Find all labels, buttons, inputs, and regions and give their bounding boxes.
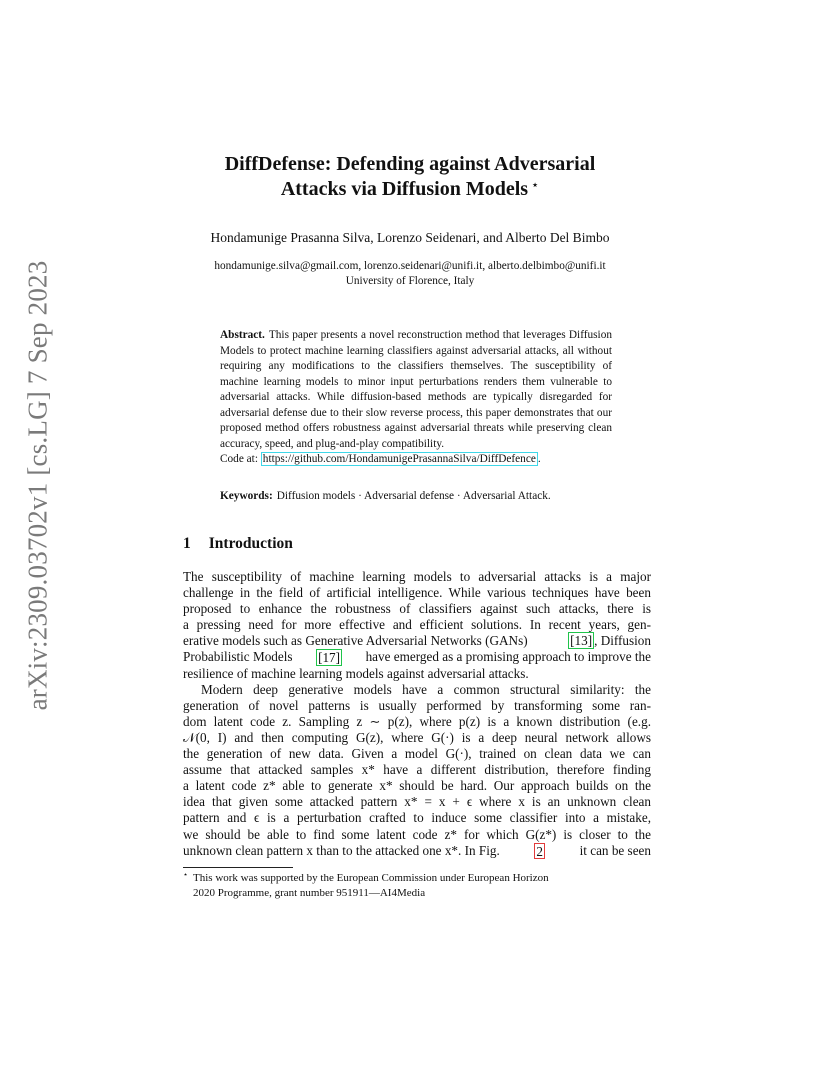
text-line: resilience of machine learning models against adversarial attacks. [183, 665, 529, 681]
text-line: a pressing need for more effective and efficient solutions. In recent years, gen- [183, 617, 651, 633]
text-segment: unknown clean pattern x than to the attacked one x*. In Fig. [183, 842, 500, 858]
abstract [220, 328, 612, 468]
text-segment: , Diffusion [594, 633, 651, 649]
text-segment: it can be seen [579, 842, 651, 858]
author-contacts [160, 259, 660, 289]
code-suffix: . [537, 453, 541, 465]
text-line [183, 633, 651, 649]
section-number: 1 [183, 535, 191, 552]
text-line: a latent code z* able to generate x* should be hard. Our approach builds on the [183, 778, 651, 794]
text-line: Modern deep generative models have a common structural similarity: the [201, 681, 651, 697]
author-list: Hondamunige Prasanna Silva, Lorenzo Seidenari, and Alberto Del Bimbo [210, 230, 610, 245]
title-line-2: Attacks via Diffusion Models [280, 178, 529, 200]
body-text [183, 569, 651, 859]
arxiv-stamp-text: arXiv:2309.03702v1 [cs.LG] 7 Sep 2023 [22, 260, 53, 710]
footnote-line-1: This work was supported by the European Commission under European Horizon [193, 872, 549, 884]
text-segment: Probabilistic Models [183, 649, 293, 665]
text-line: generation of novel patterns is usually performed by transforming some ran- [183, 697, 651, 713]
author-emails: hondamunige.silva@gmail.com, lorenzo.seidenari@unifi.it, alberto.delbimbo@unifi.it [214, 260, 606, 272]
footnote-mark: ⋆ [183, 870, 189, 879]
citation-17[interactable]: [17] [318, 650, 341, 666]
text-line [183, 649, 651, 665]
footnote-rule [183, 867, 293, 868]
text-line: 𝒩(0, I) and then computing G(z), where G(·) is a deep neural network allows [183, 729, 651, 745]
keywords-label: Keywords: [220, 490, 273, 502]
figure-ref-2[interactable]: 2 [536, 843, 543, 859]
footnote [183, 871, 653, 901]
citation-13[interactable]: [13] [570, 633, 593, 649]
footnote-line-2: 2020 Programme, grant number 951911—AI4Media [193, 887, 426, 899]
text-line [183, 843, 651, 859]
text-line: proposed to enhance the robustness of classifiers against such attacks, there is [183, 601, 651, 617]
text-line: The susceptibility of machine learning models to adversarial attacks is a major [183, 569, 651, 584]
keywords-text: Diffusion models · Adversarial defense · Adversarial Attack. [276, 490, 551, 502]
code-prefix: Code at: [220, 453, 258, 465]
text-line: we should be able to find some latent code z* for which G(z*) is closer to the [183, 826, 651, 842]
text-line: assume that attacked samples x* have a different distribution, therefore finding [183, 762, 651, 778]
text-segment: have emerged as a promising approach to improve the [365, 649, 651, 665]
title-footnote-mark[interactable]: ⋆ [531, 177, 540, 192]
paper-title [160, 152, 660, 203]
arxiv-stamp [18, 260, 58, 710]
affiliation: University of Florence, Italy [345, 275, 475, 287]
section-heading [183, 535, 293, 553]
code-link[interactable]: https://github.com/HondamunigePrasannaSilva/DiffDefence [262, 453, 536, 465]
text-line: the generation of new data. Given a model G(·), trained on clean data we can [183, 746, 651, 762]
text-line: challenge in the field of artificial intelligence. While various techniques have been [183, 585, 651, 601]
text-line: pattern and ϵ is a perturbation crafted to induce some classifier into a mistake, [183, 810, 651, 826]
title-line-1: DiffDefense: Defending against Adversarial [224, 153, 596, 175]
text-line: idea that given some attacked pattern x* = x + ϵ where x is an unknown clean [183, 794, 651, 810]
abstract-text: This paper presents a novel reconstruction method that leverages Diffusion Models to protect machine learning classifiers against adversarial attacks, all without requiring any modifications to the classifiers themselves. The susceptibility of machine learning models to minor input perturbations renders them vulnerable to adversarial attacks. While diffusion-based methods are typically disregarded for adversarial defense due to their slow reverse process, this paper demonstrates that our proposed method offers robustness against adversarial threats while preserving clean accuracy, speed, and plug-and-play compatibility. [220, 329, 612, 450]
section-title: Introduction [208, 535, 293, 552]
text-segment: erative models such as Generative Adversarial Networks (GANs) [183, 633, 528, 649]
abstract-label: Abstract. [220, 329, 265, 341]
text-line: dom latent code z. Sampling z ∼ p(z), where p(z) is a known distribution (e.g. [183, 713, 651, 729]
keywords [220, 490, 640, 502]
